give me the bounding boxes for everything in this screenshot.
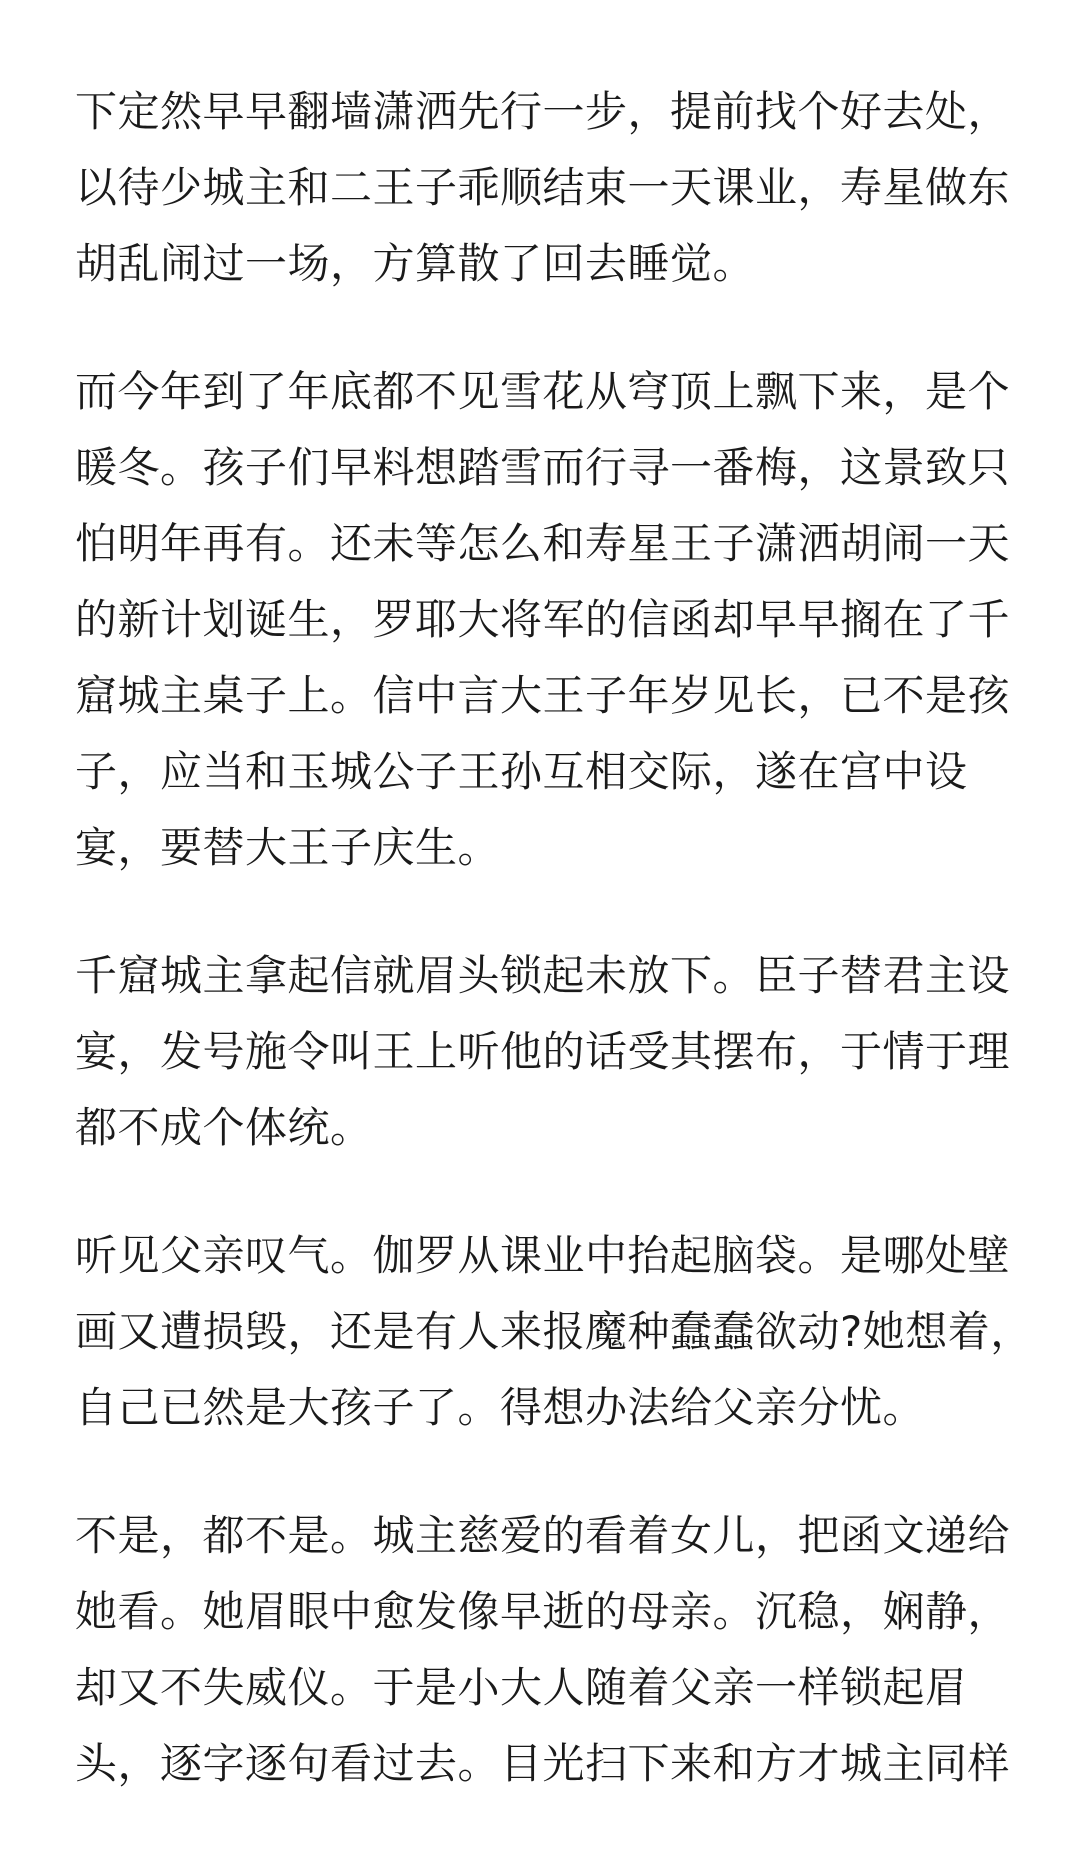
text-line: 不是，都不是。城主慈爱的看着女儿，把函文递给 [75, 1511, 1011, 1560]
text-line: 听见父亲叹气。伽罗从课业中抬起脑袋。是哪处壁 [75, 1231, 1011, 1280]
text-line: 以待少城主和二王子乖顺结束一天课业，寿星做东 [75, 163, 1011, 212]
text-line: 暖冬。孩子们早料想踏雪而行寻一番梅，这景致只 [75, 443, 1011, 492]
text-line: 头，逐字逐句看过去。目光扫下来和方才城主同样 [75, 1739, 1011, 1788]
text-line: 她看。她眉眼中愈发像早逝的母亲。沉稳，娴静， [75, 1587, 1011, 1636]
text-line: 自己已然是大孩子了。得想办法给父亲分忧。 [75, 1383, 926, 1432]
text-line: 窟城主桌子上。信中言大王子年岁见长，已不是孩 [75, 671, 1011, 720]
paragraph [75, 1498, 1011, 1802]
paragraph [75, 1218, 1033, 1446]
paragraph [75, 74, 1011, 302]
text-line: 却又不失威仪。于是小大人随着父亲一样锁起眉 [75, 1663, 968, 1712]
article-body [75, 74, 1033, 1854]
text-line: 宴，发号施令叫王上听他的话受其摆布，于情于理 [75, 1027, 1011, 1076]
text-line: 宴，要替大王子庆生。 [75, 823, 501, 872]
text-line: 的新计划诞生，罗耶大将军的信函却早早搁在了千 [75, 595, 1011, 644]
text-line: 都不成个体统。 [75, 1103, 373, 1152]
text-line: 而今年到了年底都不见雪花从穹顶上飘下来，是个 [75, 367, 1011, 416]
text-line: 画又遭损毁，还是有人来报魔种蠢蠢欲动?她想着， [75, 1307, 1033, 1356]
text-line: 子，应当和玉城公子王孙互相交际，遂在宫中设 [75, 747, 968, 796]
text-line: 下定然早早翻墙潇洒先行一步，提前找个好去处， [75, 87, 1011, 136]
paragraph [75, 938, 1011, 1166]
text-line: 怕明年再有。还未等怎么和寿星王子潇洒胡闹一天 [75, 519, 1011, 568]
text-line: 千窟城主拿起信就眉头锁起未放下。臣子替君主设 [75, 951, 1011, 1000]
paragraph [75, 354, 1011, 886]
text-line: 胡乱闹过一场，方算散了回去睡觉。 [75, 239, 756, 288]
